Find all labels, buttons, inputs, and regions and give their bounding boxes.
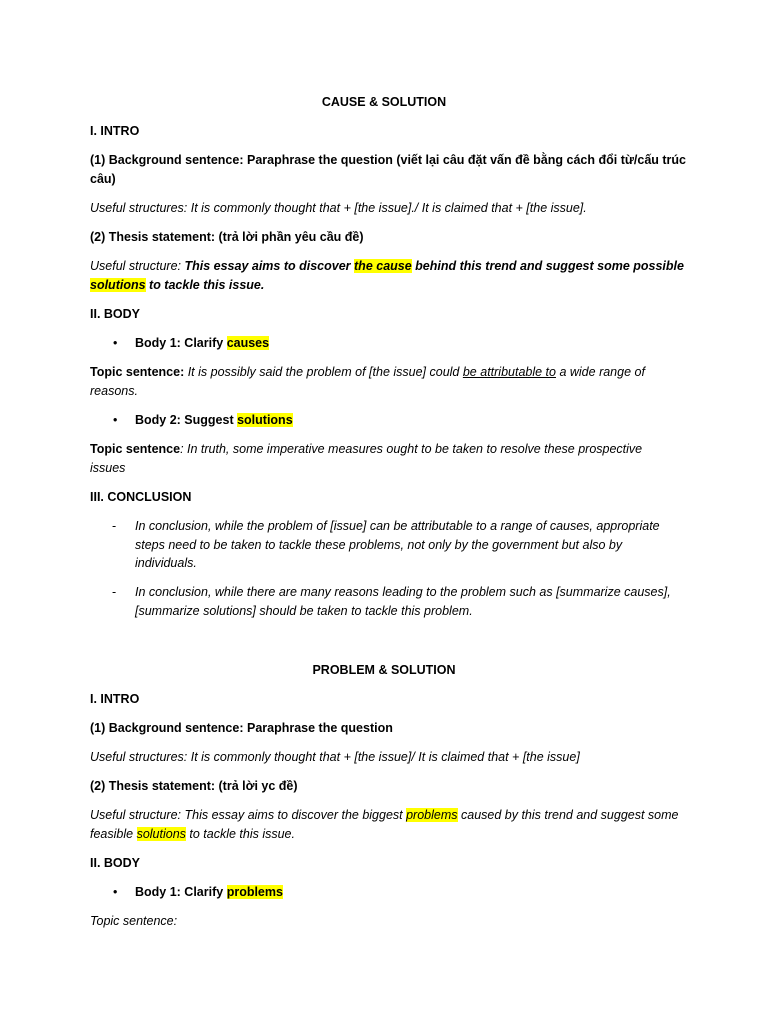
body2-label: Body 2: Suggest — [135, 413, 238, 427]
body-heading: II. BODY — [90, 307, 141, 321]
thesis2-text-a: Useful structure: This essay aims to discover the biggest — [90, 808, 407, 822]
topic-sentence-1-line1 — [90, 363, 690, 382]
conclusion1-line1: In conclusion, while the problem of [issue] can be attributable to a range of causes, appropriate — [135, 519, 660, 533]
body1-item-2 — [135, 883, 735, 902]
background-sentence-line1: (1) Background sentence: Paraphrase the question (viết lại câu đặt vấn đề bằng cách đổi từ/cấu trúc — [90, 153, 687, 167]
background-sentence-2: (1) Background sentence: Paraphrase the question — [90, 721, 393, 735]
useful-structure-label: Useful structure: — [90, 259, 185, 273]
conclusion1-line3: individuals. — [135, 556, 197, 570]
intro-heading: I. INTRO — [90, 124, 140, 138]
thesis-heading-2: (2) Thesis statement: (trả lời yc đề) — [90, 779, 298, 793]
highlight-solutions: solutions — [90, 278, 146, 292]
useful-structures-2: Useful structures: It is commonly thought that + [the issue]/ It is claimed that + [the issue] — [90, 750, 580, 764]
bullet-icon: • — [113, 413, 118, 427]
thesis-text-c: to tackle this issue. — [145, 278, 265, 292]
topic1-text-b: a wide range of — [555, 365, 645, 379]
thesis2-text-b: caused by this trend and suggest some — [457, 808, 679, 822]
dash-icon: - — [112, 585, 117, 599]
body1-label-2: Body 1: Clarify — [135, 885, 227, 899]
section-title-cause-solution: CAUSE & SOLUTION — [321, 95, 447, 109]
topic-label: Topic sentence: — [90, 365, 185, 379]
highlight-problems: problems — [406, 808, 458, 822]
topic-sentence-1-line2: reasons. — [90, 384, 138, 398]
thesis-heading: (2) Thesis statement: (trả lời phần yêu cầu đề) — [90, 230, 364, 244]
topic-sentence-2-line1 — [90, 440, 690, 459]
topic2-text: : In truth, some imperative measures ought to be taken to resolve these prospective — [180, 442, 643, 456]
underlined-phrase: be attributable to — [462, 365, 556, 379]
topic2-label: Topic sentence — [90, 442, 181, 456]
topic1-text-a: It is possibly said the problem of [the issue] could — [184, 365, 463, 379]
topic-sentence-2-line2: issues — [90, 461, 126, 475]
conclusion-heading: III. CONCLUSION — [90, 490, 192, 504]
intro-heading-2: I. INTRO — [90, 692, 140, 706]
conclusion2-line1: In conclusion, while there are many reasons leading to the problem such as [summarize causes], — [135, 585, 671, 599]
highlight-solutions-3: solutions — [136, 827, 186, 841]
dash-icon: - — [112, 519, 117, 533]
thesis-line2 — [90, 276, 690, 295]
highlight-problems-2: problems — [226, 885, 283, 899]
bullet-icon: • — [113, 885, 118, 899]
thesis-text-a: This essay aims to discover — [184, 259, 355, 273]
thesis2-text-c1: feasible — [90, 827, 137, 841]
conclusion1-line2: steps need to be taken to tackle these problems, not only by the government but also by — [135, 538, 623, 552]
highlight-the-cause: the cause — [354, 259, 412, 273]
thesis-line1 — [90, 257, 690, 276]
topic-sentence-3: Topic sentence: — [90, 914, 178, 928]
thesis2-line2 — [90, 825, 690, 844]
highlight-causes: causes — [226, 336, 270, 350]
conclusion2-line2: [summarize solutions] should be taken to tackle this problem. — [135, 604, 473, 618]
useful-structures: Useful structures: It is commonly thought that + [the issue]./ It is claimed that + [the issue]. — [90, 201, 587, 215]
thesis-text-b: behind this trend and suggest some possible — [411, 259, 684, 273]
thesis2-line1 — [90, 806, 690, 825]
highlight-solutions-2: solutions — [237, 413, 293, 427]
body-heading-2: II. BODY — [90, 856, 141, 870]
section-title-problem-solution: PROBLEM & SOLUTION — [312, 663, 456, 677]
body1-label: Body 1: Clarify — [135, 336, 227, 350]
background-sentence-line2: câu) — [90, 172, 116, 186]
bullet-icon: • — [113, 336, 118, 350]
thesis2-text-c2: to tackle this issue. — [185, 827, 295, 841]
body1-item — [135, 334, 735, 353]
body2-item — [135, 411, 735, 430]
